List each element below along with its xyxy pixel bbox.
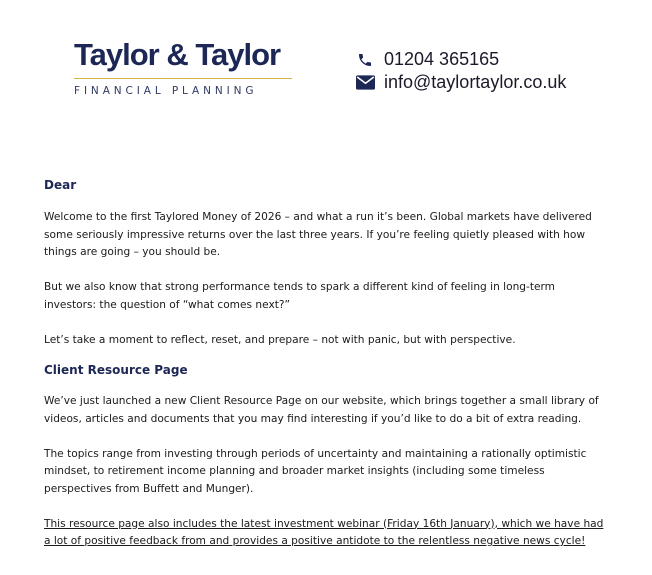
logo-divider [74,78,292,79]
intro-paragraph: Let’s take a moment to reflect, reset, and prepare – not with panic, but with perspective. [44,333,516,346]
section-paragraph: We’ve just launched a new Client Resource Page on our website, which brings together a small library of videos, articles and documents that you may find interesting if you’d like to do a bit of extra reading. [44,395,599,425]
section-heading: Client Resource Page [44,363,188,377]
webinar-link[interactable]: This resource page also includes the latest investment webinar (Friday 16th January), which we have had a lot of positive feedback from and provides a positive antidote to the relentless negative news cycle! [44,517,604,547]
brand-tagline: FINANCIAL PLANNING [74,85,258,97]
letter-body [44,176,604,551]
phone-icon [355,51,375,69]
intro-paragraph: But we also know that strong performance tends to spark a different kind of feeling in long-term investors: the question of “what comes next?” [44,281,555,311]
email-row[interactable] [355,71,566,94]
email-address: info@taylortaylor.co.uk [384,72,567,92]
greeting: Dear [44,178,77,192]
phone-row[interactable] [355,48,566,71]
brand-logo[interactable] [74,38,296,97]
section-paragraph: The topics range from investing through periods of uncertainty and maintaining a rationally optimistic mindset, to retirement income planning and broader market insights (including some timeless perspectives from Buffett and Munger). [44,447,587,495]
intro-paragraph: Welcome to the first Taylored Money of 2026 – and what a run it’s been. Global markets have delivered some seriously impressive returns over the last three years. If you’re feeling quietly pleased with how things are going – you should be. [44,211,592,258]
envelope-icon [355,74,375,92]
contact-info [355,48,566,94]
email-header [0,0,652,120]
brand-name: Taylor & Taylor [74,37,281,72]
phone-number: 01204 365165 [384,49,500,69]
